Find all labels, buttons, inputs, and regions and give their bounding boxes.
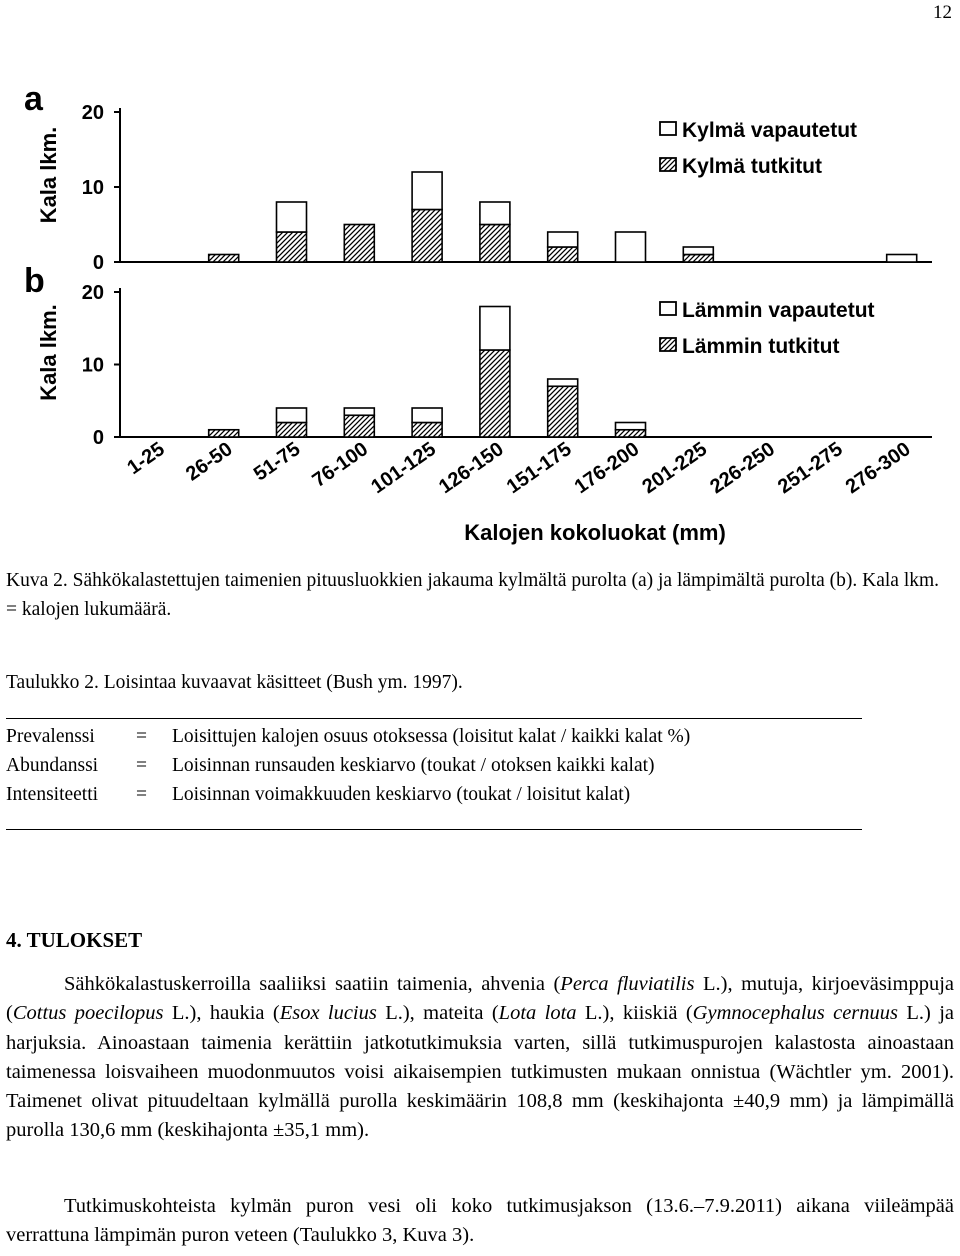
definition-cell: Loisinnan voimakkuuden keskiarvo (toukat / loisitut kalat) xyxy=(172,784,631,805)
legend-swatch xyxy=(660,122,676,135)
panel-label: a xyxy=(24,80,43,118)
species-name: Esox lucius xyxy=(279,1002,377,1025)
text-run: L.), mateita ( xyxy=(376,1002,499,1025)
legend-swatch xyxy=(660,302,676,315)
text-run: L.), haukia ( xyxy=(163,1002,280,1025)
definition-table xyxy=(6,726,690,813)
text-run: Sähkökalastuskerroilla saaliiksi saatiin taimenia, ahvenia ( xyxy=(64,973,561,995)
bar-released xyxy=(412,172,442,210)
x-tick-label: 251-275 xyxy=(774,438,847,499)
bar-released xyxy=(480,202,510,225)
equals-cell: = xyxy=(136,784,147,805)
legend-label: Lämmin vapautetut xyxy=(682,299,875,322)
bar-examined xyxy=(277,423,307,438)
bar-examined xyxy=(412,210,442,263)
x-tick-label: 126-150 xyxy=(435,438,508,499)
y-tick-label: 0 xyxy=(92,252,104,274)
bar-examined xyxy=(683,255,713,263)
x-tick-label: 226-250 xyxy=(706,438,779,499)
bar-examined xyxy=(616,430,646,437)
term-cell: Abundanssi xyxy=(6,755,99,776)
page-number: 12 xyxy=(933,2,952,23)
x-tick-label: 151-175 xyxy=(502,438,576,499)
definition-cell: Loisittujen kalojen osuus otoksessa (loisitut kalat / kaikki kalat %) xyxy=(172,726,691,747)
bar-released xyxy=(277,408,307,423)
species-name: Cottus poecilopus xyxy=(12,1002,164,1025)
y-tick-label: 10 xyxy=(81,177,104,199)
x-axis-label: Kalojen kokoluokat (mm) xyxy=(464,520,726,545)
bar-released xyxy=(344,408,374,415)
bar-examined xyxy=(548,386,578,437)
y-axis-label: Kala lkm. xyxy=(36,126,61,224)
bar-released xyxy=(412,408,442,423)
text-run: L.) ja harjuksia. Ainoastaan taimenia kerättiin jatkotutkimuksia varten, sillä tutkimuspurojen kalastosta ainoastaan taimenessa loisvaiheen muodonmuutos voisi aikaisempien tutkimusten mukaan onnistua (Wächtler ym. 2001). Taimenet olivat pituudeltaan kylmällä purolla keskimäärin 108,8 mm (keskihajonta ±40,9 mm) ja lämpimällä purolla 130,6 mm (keskihajonta ±35,1 mm). xyxy=(6,1002,954,1142)
x-tick-label: 101-125 xyxy=(367,438,440,499)
bar-released xyxy=(616,232,646,262)
section-heading: 4. TULOKSET xyxy=(6,928,143,952)
equals-cell: = xyxy=(136,755,147,776)
legend-swatch xyxy=(660,338,676,351)
figure-caption: Kuva 2. Sähkökalastettujen taimenien pituusluokkien jakauma kylmältä purolta (a) ja lämpimältä purolta (b). Kala lkm. = kalojen lukumäärä. xyxy=(6,570,940,620)
text-run: L.), kiiskiä ( xyxy=(576,1002,693,1025)
y-axis-label: Kala lkm. xyxy=(36,304,61,401)
size-distribution-chart xyxy=(0,80,960,560)
x-tick-label: 1-25 xyxy=(123,438,169,480)
table-row xyxy=(6,726,690,755)
bar-examined xyxy=(344,415,374,437)
bar-released xyxy=(616,423,646,430)
y-tick-label: 0 xyxy=(92,427,104,449)
chart-panel-a xyxy=(24,80,932,274)
text-run: Tutkimuskohteista kylmän puron vesi oli koko tutkimusjakson (13.6.–7.9.2011) aikana viileämpää verrattuna lämpimän puron veteen (Taulukko 3, Kuva 3). xyxy=(6,1195,954,1247)
x-tick-label: 76-100 xyxy=(308,438,373,492)
bar-released xyxy=(277,202,307,232)
bar-released xyxy=(548,379,578,386)
x-tick-label: 26-50 xyxy=(182,438,237,486)
text-run: L.), mutuja, kirjoeväsimppuja ( xyxy=(6,973,954,1025)
legend-label: Kylmä vapautetut xyxy=(682,119,858,142)
bar-released xyxy=(480,307,510,351)
table-title: Taulukko 2. Loisintaa kuvaavat käsitteet (Bush ym. 1997). xyxy=(6,672,463,693)
table-bottom-rule xyxy=(6,829,862,830)
term-cell: Prevalenssi xyxy=(6,726,95,747)
y-tick-label: 20 xyxy=(81,102,104,124)
x-tick-label: 276-300 xyxy=(841,438,915,499)
bar-examined xyxy=(209,430,239,437)
bar-released xyxy=(887,255,917,263)
table-row xyxy=(6,784,690,813)
legend-swatch xyxy=(660,158,676,171)
species-name: Gymnocephalus cernuus xyxy=(692,1002,899,1025)
results-paragraph-1 xyxy=(6,970,954,1146)
legend-label: Lämmin tutkitut xyxy=(682,335,840,358)
bar-examined xyxy=(344,225,374,263)
y-tick-label: 10 xyxy=(81,354,104,377)
definition-cell: Loisinnan runsauden keskiarvo (toukat / otoksen kaikki kalat) xyxy=(172,755,655,776)
table-top-rule xyxy=(6,718,862,719)
y-tick-label: 20 xyxy=(81,282,104,304)
bar-examined xyxy=(209,255,239,263)
chart-panel-b xyxy=(24,262,932,449)
bar-released xyxy=(548,232,578,247)
results-paragraph-2 xyxy=(6,1192,954,1251)
bar-examined xyxy=(480,225,510,263)
x-tick-label: 176-200 xyxy=(570,438,644,499)
legend-label: Kylmä tutkitut xyxy=(682,155,823,178)
bar-examined xyxy=(480,350,510,437)
species-name: Perca fluviatilis xyxy=(560,973,695,995)
table-row xyxy=(6,755,690,784)
x-tick-label: 201-225 xyxy=(638,438,712,499)
bar-released xyxy=(683,247,713,255)
equals-cell: = xyxy=(136,726,147,747)
bar-examined xyxy=(412,423,442,438)
x-tick-label: 51-75 xyxy=(249,438,305,486)
bar-examined xyxy=(277,232,307,262)
panel-label: b xyxy=(24,262,45,300)
species-name: Lota lota xyxy=(498,1002,577,1025)
term-cell: Intensiteetti xyxy=(6,784,99,805)
bar-examined xyxy=(548,247,578,262)
